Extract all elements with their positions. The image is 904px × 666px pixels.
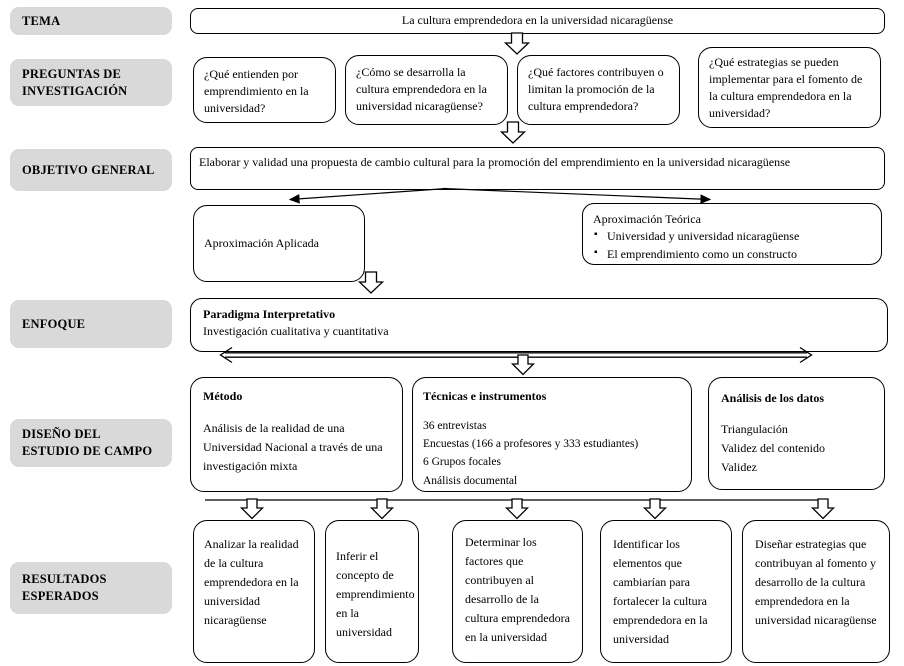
resultado-text: Inferir el concepto de emprendimiento en la universidad <box>336 549 415 639</box>
analisis-datos-title: Análisis de los datos <box>721 391 825 405</box>
down-arrow-icon <box>813 499 834 519</box>
diagonal-arrow-right <box>443 189 710 200</box>
down-arrow-icon <box>513 355 534 375</box>
metodo-box <box>190 377 403 492</box>
tecnicas-line: 6 Grupos focales <box>423 456 501 469</box>
tecnicas-title: Técnicas e instrumentos <box>423 389 547 403</box>
down-arrow-icon <box>645 499 666 519</box>
pregunta-box-1 <box>193 57 336 123</box>
pregunta-text: ¿Qué factores contribuyen o limitan la promoción de la cultura emprendedora? <box>528 65 664 114</box>
objetivo-text: Elaborar y validad una propuesta de cambio cultural para la promoción del emprendimiento en la universidad nicaragüense <box>199 155 791 169</box>
enfoque-subtitle: Investigación cualitativa y cuantitativa <box>203 324 389 339</box>
resultado-box-3 <box>452 520 583 663</box>
diagonal-arrow-left <box>290 189 447 200</box>
resultado-text: Diseñar estrategias que contribuyan al fomento y desarrollo de la cultura emprendedora en la universidad nicaragüense <box>755 537 877 627</box>
teorica-bullet-1: ▪ Universidad y universidad nicaragüense <box>593 228 871 245</box>
aproximacion-teorica-title: Aproximación Teórica <box>593 212 701 226</box>
sidebar-label-tema <box>10 7 172 35</box>
analisis-line: Validez del contenido <box>721 440 825 455</box>
tecnicas-line: 36 entrevistas <box>423 420 487 433</box>
down-arrow-icon <box>502 122 525 143</box>
objetivo-general-box <box>190 147 885 190</box>
down-arrow-icon <box>372 499 393 519</box>
pregunta-text: ¿Cómo se desarrolla la cultura emprendedora en la universidad nicaragüense? <box>356 65 487 114</box>
sidebar-label-text: ENFOQUE <box>22 316 86 331</box>
tecnicas-line: Encuestas (166 a profesores y 333 estudiantes) <box>423 438 639 451</box>
teorica-bullet-2: ▪ El emprendimiento como un constructo <box>593 246 871 263</box>
aproximacion-aplicada-box <box>193 205 365 282</box>
metodo-body: Análisis de la realidad de una Universidad Nacional a través de una investigación mixta <box>203 421 383 473</box>
aproximacion-aplicada-text: Aproximación Aplicada <box>204 235 319 250</box>
resultado-text: Identificar los elementos que cambiarían para fortalecer la cultura emprendedora en la universidad <box>613 537 708 646</box>
sidebar-label-text: OBJETIVO GENERAL <box>22 162 155 177</box>
resultado-box-5 <box>742 520 890 663</box>
enfoque-box <box>190 298 888 352</box>
pregunta-box-2 <box>345 55 508 125</box>
sidebar-label-text: RESULTADOS ESPERADOS <box>22 572 107 603</box>
analisis-datos-box <box>708 377 885 490</box>
sidebar-label-enfoque <box>10 300 172 348</box>
resultado-text: Determinar los factores que contribuyen al desarrollo de la cultura emprendedora en la universidad <box>465 535 570 644</box>
sidebar-label-diseno <box>10 419 172 467</box>
pregunta-box-4 <box>698 47 881 128</box>
analisis-line: Triangulación <box>721 422 788 437</box>
aproximacion-teorica-box <box>582 203 882 265</box>
down-arrow-icon <box>507 499 528 519</box>
analisis-line: Validez <box>721 459 757 474</box>
pregunta-box-3 <box>517 55 680 125</box>
sidebar-label-text: DISEÑO DEL ESTUDIO DE CAMPO <box>22 427 153 458</box>
pregunta-text: ¿Qué entienden por emprendimiento en la universidad? <box>204 67 309 116</box>
down-arrow-icon <box>242 499 263 519</box>
tema-text: La cultura emprendedora en la universidad nicaragüense <box>401 13 674 27</box>
resultado-box-1 <box>193 520 315 663</box>
sidebar-label-resultados <box>10 562 172 614</box>
sidebar-label-text: PREGUNTAS DE INVESTIGACIÓN <box>22 66 128 98</box>
sidebar-label-text: TEMA <box>22 13 61 28</box>
sidebar-label-objetivo <box>10 149 172 191</box>
sidebar-label-preguntas <box>10 59 172 106</box>
down-arrow-icon <box>506 33 529 54</box>
enfoque-title: Paradigma Interpretativo <box>203 307 336 321</box>
tema-box <box>190 8 885 34</box>
tecnicas-line: Análisis documental <box>423 474 518 487</box>
tecnicas-box <box>412 377 692 492</box>
resultado-box-4 <box>600 520 732 663</box>
resultado-text: Analizar la realidad de la cultura emprendedora en la universidad nicaragüense <box>204 537 299 627</box>
pregunta-text: ¿Qué estrategias se pueden implementar para el fomento de la cultura emprendedora en la universidad? <box>709 55 863 121</box>
metodo-title: Método <box>203 389 243 403</box>
resultado-box-2 <box>325 520 419 663</box>
